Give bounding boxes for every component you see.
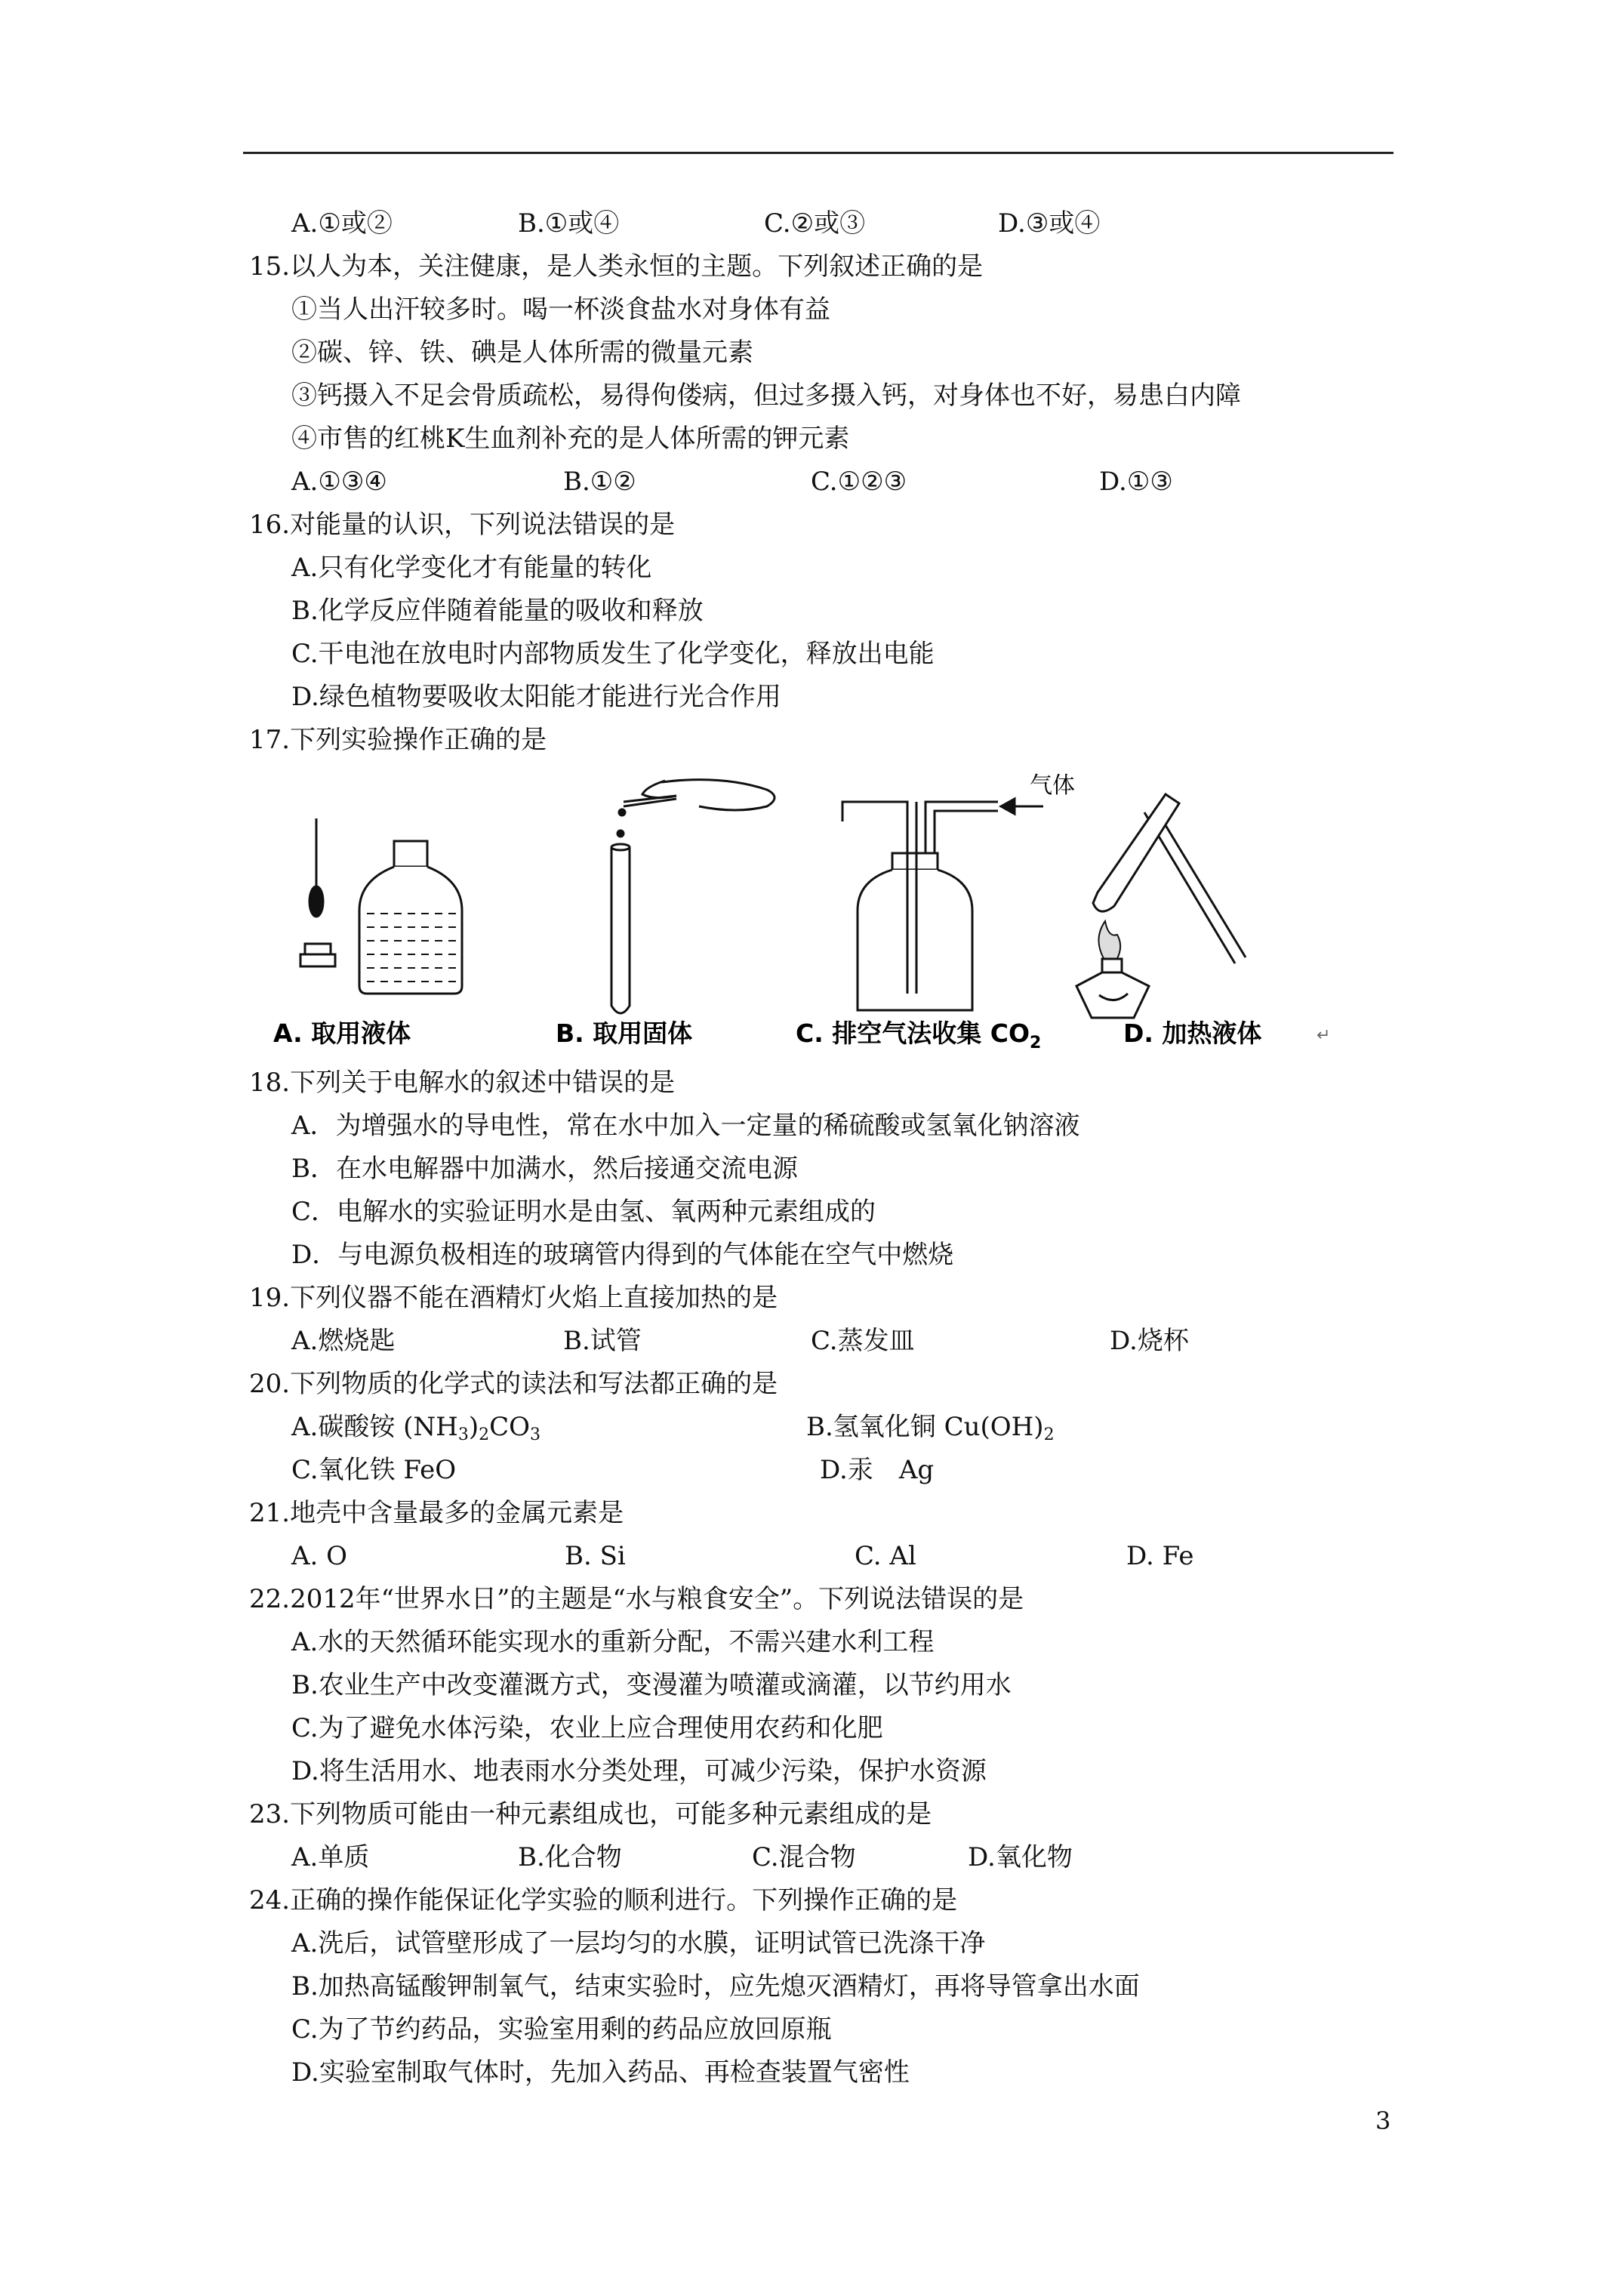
q21-option-c: C. Al <box>855 1541 916 1571</box>
dropper-icon <box>310 818 323 917</box>
arrow-left-icon <box>1001 799 1043 814</box>
q20-option-c: C.氧化铁 FeO <box>291 1455 457 1485</box>
q14-option-c: C.②或③ <box>764 208 866 239</box>
q18-stem: 18.下列关于电解水的叙述中错误的是 <box>249 1068 676 1098</box>
q18-option-d: D．与电源负极相连的玻璃管内得到的气体能在空气中燃烧 <box>291 1240 954 1270</box>
q17-figure <box>254 760 1360 1049</box>
q15-item-3: ③钙摄入不足会骨质疏松，易得佝偻病，但过多摄入钙，对身体也不好，易患白内障 <box>291 381 1241 411</box>
reagent-bottle-icon <box>359 841 462 994</box>
figure-label-a: A. 取用液体 <box>273 1019 411 1048</box>
q15-item-4: ④市售的红桃K生血剂补充的是人体所需的钾元素 <box>291 424 850 454</box>
return-mark: ↵ <box>1317 1026 1331 1045</box>
q19-option-b: B.试管 <box>563 1326 642 1356</box>
q15-option-a: A.①③④ <box>291 467 387 497</box>
flame-icon <box>1098 921 1120 963</box>
q23-option-b: B.化合物 <box>518 1842 622 1872</box>
q19-stem: 19.下列仪器不能在酒精灯火焰上直接加热的是 <box>249 1283 778 1313</box>
bottle-stopper-icon <box>300 944 335 966</box>
q16-option-d: D.绿色植物要吸收太阳能才能进行光合作用 <box>291 682 781 712</box>
header-rule <box>243 152 1394 154</box>
alcohol-lamp-icon <box>1076 959 1149 1018</box>
q22-stem: 22.2012年“世界水日”的主题是“水与粮食安全”。下列说法错误的是 <box>249 1584 1024 1614</box>
test-tube-icon <box>611 844 630 1013</box>
q24-option-b: B.加热高锰酸钾制氧气，结束实验时，应先熄灭酒精灯，再将导管拿出水面 <box>291 1971 1140 2002</box>
q16-stem: 16.对能量的认识，下列说法错误的是 <box>249 510 676 540</box>
q23-option-c: C.混合物 <box>752 1842 856 1872</box>
q22-option-d: D.将生活用水、地表雨水分类处理，可减少污染，保护水资源 <box>291 1756 987 1786</box>
q24-stem: 24.正确的操作能保证化学实验的顺利进行。下列操作正确的是 <box>249 1885 958 1915</box>
q18-option-a: A．为增强水的导电性，常在水中加入一定量的稀硫酸或氢氧化钠溶液 <box>291 1111 1080 1141</box>
q17-stem: 17.下列实验操作正确的是 <box>249 725 547 755</box>
figure-label-b: B. 取用固体 <box>556 1019 693 1048</box>
q14-option-a: A.①或② <box>291 208 393 239</box>
q16-option-b: B.化学反应伴随着能量的吸收和释放 <box>291 596 704 626</box>
q20-option-d: D.汞 Ag <box>820 1455 935 1485</box>
q21-option-b: B. Si <box>565 1541 626 1571</box>
q18-option-b: B．在水电解器中加满水，然后接通交流电源 <box>291 1154 798 1184</box>
q23-option-d: D.氧化物 <box>968 1842 1073 1872</box>
q15-option-d: D.①③ <box>1099 467 1173 497</box>
q16-option-a: A.只有化学变化才有能量的转化 <box>291 553 652 583</box>
q19-option-a: A.燃烧匙 <box>291 1326 396 1356</box>
q20-option-b: B.氢氧化铜 $Cu(OH)_2$ <box>806 1412 1055 1444</box>
q15-option-c: C.①②③ <box>811 467 907 497</box>
q24-option-a: A.洗后，试管壁形成了一层均匀的水膜，证明试管已洗涤干净 <box>291 1928 986 1959</box>
q22-option-a: A.水的天然循环能实现水的重新分配，不需兴建水利工程 <box>291 1627 935 1657</box>
q14-option-b: B.①或④ <box>518 208 620 239</box>
gas-bottle-icon <box>858 853 972 1010</box>
q23-option-a: A.单质 <box>291 1842 370 1872</box>
q22-option-b: B.农业生产中改变灌溉方式，变漫灌为喷灌或滴灌，以节约用水 <box>291 1670 1012 1700</box>
q24-option-d: D.实验室制取气体时，先加入药品、再检查装置气密性 <box>291 2057 910 2088</box>
q20-option-a: A.碳酸铵 $(NH_3)_2CO_3$ <box>291 1412 540 1444</box>
q14-option-d: D.③或④ <box>998 208 1101 239</box>
hand-tweezers-icon <box>617 780 775 837</box>
q15-stem: 15.以人为本，关注健康，是人类永恒的主题。下列叙述正确的是 <box>249 251 984 282</box>
q15-item-2: ②碳、锌、铁、碘是人体所需的微量元素 <box>291 337 753 368</box>
q20-stem: 20.下列物质的化学式的读法和写法都正确的是 <box>249 1369 778 1399</box>
figure-label-c: C. 排空气法收集 $CO_2$ <box>796 1019 1042 1049</box>
q22-option-c: C.为了避免水体污染，农业上应合理使用农药和化肥 <box>291 1713 883 1743</box>
q21-option-a: A. O <box>291 1541 348 1571</box>
q16-option-c: C.干电池在放电时内部物质发生了化学变化，释放出电能 <box>291 639 935 669</box>
q19-option-d: D.烧杯 <box>1110 1326 1189 1356</box>
q21-stem: 21.地壳中含量最多的金属元素是 <box>249 1498 624 1528</box>
figure-label-d: D. 加热液体 <box>1123 1019 1262 1048</box>
page-number: 3 <box>1375 2106 1391 2135</box>
q15-option-b: B.①② <box>563 467 636 497</box>
q18-option-c: C．电解水的实验证明水是由氢、氧两种元素组成的 <box>291 1197 876 1227</box>
q21-option-d: D. Fe <box>1126 1541 1194 1571</box>
q19-option-c: C.蒸发皿 <box>811 1326 915 1356</box>
gas-label: 气体 <box>1030 772 1075 799</box>
q23-stem: 23.下列物质可能由一种元素组成也，可能多种元素组成的是 <box>249 1799 932 1829</box>
q15-item-1: ①当人出汗较多时。喝一杯淡食盐水对身体有益 <box>291 294 830 325</box>
q24-option-c: C.为了节约药品，实验室用剩的药品应放回原瓶 <box>291 2014 832 2045</box>
